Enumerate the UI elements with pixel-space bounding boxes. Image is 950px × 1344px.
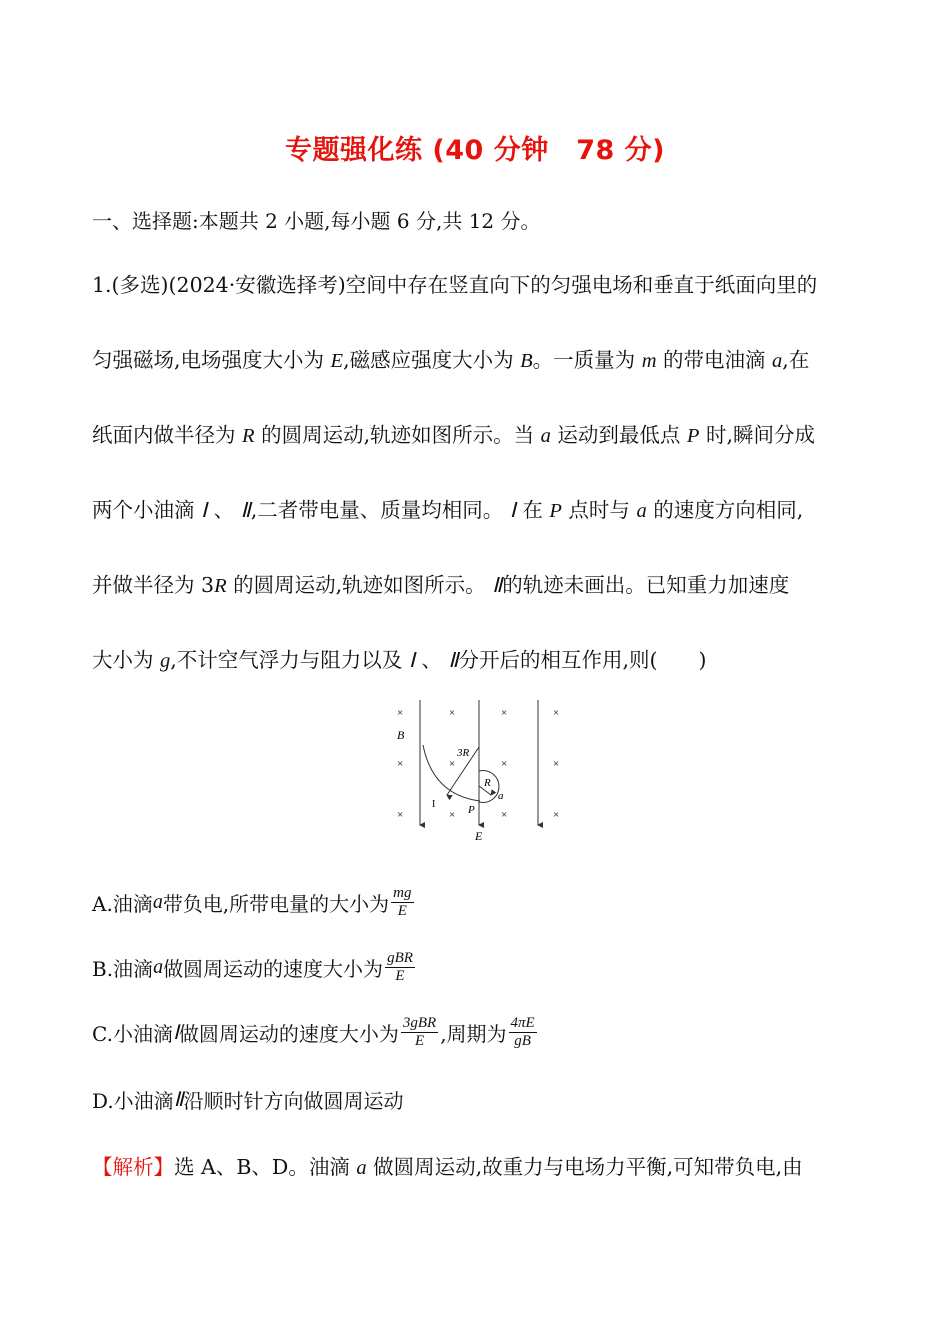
symbol: Ⅱ: [448, 650, 459, 672]
label-i: I: [432, 799, 436, 810]
symbol: g: [160, 650, 171, 672]
text-run: 的轨迹未画出。已知重力加速度: [502, 573, 790, 597]
option-d: [92, 1085, 404, 1114]
question-line: [92, 643, 862, 673]
b-field-cross: ×: [553, 707, 560, 719]
denominator: E: [395, 967, 405, 984]
text-run: 沿顺时针方向做圆周运动: [183, 1089, 404, 1113]
symbol: E: [330, 350, 344, 372]
question-line: [92, 268, 862, 298]
b-field-cross: ×: [501, 758, 508, 770]
text-run: ,不计空气浮力与阻力以及: [170, 648, 409, 672]
text-run: 点时与: [561, 498, 637, 522]
fraction: [391, 885, 413, 919]
field-diagram: [385, 695, 575, 850]
text-run: 。一质量为: [532, 348, 642, 372]
symbol: R: [242, 425, 255, 447]
text-run: 、: [207, 498, 241, 522]
text-run: 做圆周运动的速度大小为: [178, 1021, 399, 1046]
symbol: a: [772, 350, 783, 372]
fraction: [385, 950, 415, 984]
symbol: m: [641, 350, 657, 372]
trajectory-i: [423, 745, 480, 801]
analysis-tag: 【解析】: [92, 1155, 174, 1179]
text-run: ,二者带电量、质量均相同。: [250, 498, 510, 522]
question-line: [92, 418, 862, 448]
text-run: 两个小油滴: [92, 498, 202, 522]
symbol: Ⅰ: [172, 1021, 179, 1044]
text-run: 匀强磁场,电场强度大小为: [92, 348, 331, 372]
label-p: P: [468, 804, 475, 816]
b-field-cross: ×: [397, 758, 404, 770]
text-run: ,周期为: [440, 1021, 507, 1046]
symbol: Ⅰ: [408, 650, 415, 672]
text-run: C.小油滴: [92, 1021, 173, 1046]
fraction: [401, 1015, 438, 1049]
denominator: E: [397, 902, 407, 919]
symbol: P: [549, 500, 562, 522]
text-run: 1.(多选)(2024·安徽选择考)空间中存在竖直向下的匀强电场和垂直于纸面向里的: [92, 273, 818, 297]
text-run: ,在: [782, 348, 810, 372]
option-c: [92, 1015, 539, 1049]
symbol: a: [356, 1157, 367, 1179]
label-e: E: [475, 829, 483, 843]
symbol: Ⅰ: [201, 500, 208, 522]
question-line: [92, 568, 862, 598]
symbol: P: [686, 425, 700, 447]
symbol: Ⅱ: [240, 500, 251, 522]
b-field-cross: ×: [553, 758, 560, 770]
fraction: [509, 1015, 537, 1049]
text-run: 大小为: [92, 648, 161, 672]
b-field-cross: ×: [553, 809, 560, 821]
b-field-cross: ×: [501, 707, 508, 719]
text-run: 运动到最低点: [550, 423, 687, 447]
page-title: 专题强化练 (40 分钟 78 分): [284, 135, 666, 166]
text-run: ,磁感应强度大小为: [343, 348, 521, 372]
text-run: 带负电,所带电量的大小为: [162, 891, 390, 916]
option-b: [92, 950, 417, 984]
symbol: R: [214, 575, 227, 597]
denominator: E: [414, 1032, 425, 1049]
text-run: 的圆周运动,轨迹如图所示。: [226, 573, 493, 597]
symbol: Ⅱ: [492, 575, 503, 597]
label-3r: 3R: [457, 747, 470, 759]
numerator: 4πE: [510, 1015, 535, 1031]
question-line: [92, 343, 862, 373]
analysis: [92, 1150, 862, 1180]
question-line: [92, 493, 862, 523]
label-a: a: [498, 790, 504, 802]
symbol: B: [520, 350, 533, 372]
option-a: [92, 885, 416, 919]
text-run: 做圆周运动,故重力与电场力平衡,可知带负电,由: [366, 1155, 803, 1179]
text-run: 做圆周运动的速度大小为: [163, 956, 384, 981]
text-run: A.油滴: [92, 891, 153, 916]
symbol: Ⅰ: [509, 500, 516, 522]
symbol: a: [636, 500, 647, 522]
text-run: 时,瞬间分成: [699, 423, 815, 447]
text-run: D.小油滴: [92, 1089, 174, 1113]
numerator: gBR: [387, 950, 413, 966]
symbol: Ⅱ: [173, 1089, 184, 1111]
denominator: gB: [514, 1032, 531, 1049]
label-r: R: [484, 777, 491, 789]
numerator: mg: [393, 885, 412, 901]
text-run: 在: [515, 498, 550, 522]
b-field-cross: ×: [501, 809, 508, 821]
text-run: 的圆周运动,轨迹如图所示。当: [254, 423, 541, 447]
symbol: a: [152, 890, 163, 913]
text-run: 、: [414, 648, 449, 672]
text-run: 的带电油滴: [656, 348, 773, 372]
symbol: a: [540, 425, 551, 447]
label-b: B: [397, 728, 405, 742]
text-run: 的速度方向相同,: [646, 498, 804, 522]
b-field-cross: ×: [449, 707, 456, 719]
b-field-cross: ×: [449, 758, 456, 770]
text-run: 选 A、B、D。油滴: [174, 1155, 357, 1179]
numerator: 3gBR: [402, 1015, 437, 1031]
b-field-cross: ×: [397, 809, 404, 821]
text-run: 纸面内做半径为: [92, 423, 243, 447]
symbol: a: [153, 955, 164, 978]
text-run: 并做半径为 3: [92, 573, 215, 597]
text-run: 分开后的相互作用,则( ): [458, 648, 707, 672]
b-field-cross: ×: [449, 809, 456, 821]
section-heading: 一、选择题:本题共 2 小题,每小题 6 分,共 12 分。: [92, 209, 541, 233]
b-field-cross: ×: [397, 707, 404, 719]
text-run: B.油滴: [92, 956, 154, 981]
